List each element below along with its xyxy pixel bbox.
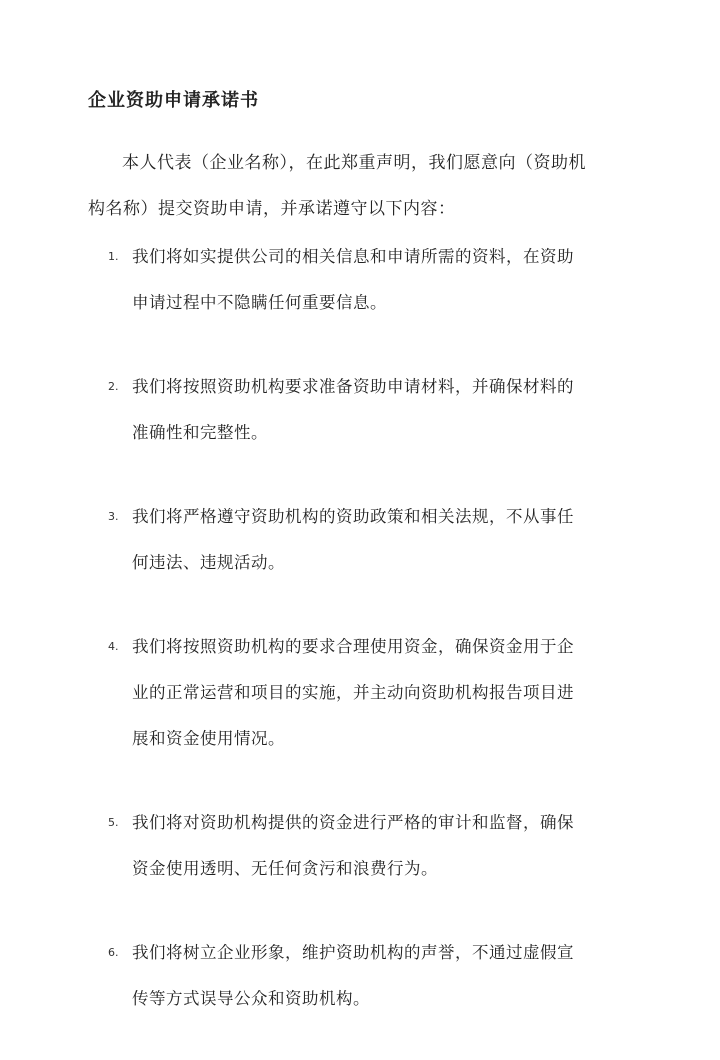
item-line: 我们将按照资助机构的要求合理使用资金，确保资金用于企 (132, 637, 574, 656)
item-line: 何违法、违规活动。 (132, 553, 285, 572)
document-title: 企业资助申请承诺书 (88, 90, 259, 111)
item-line: 传等方式误导公众和资助机构。 (132, 989, 370, 1008)
item-text (132, 494, 630, 586)
item-line: 申请过程中不隐瞒任何重要信息。 (132, 293, 387, 312)
commitment-item (100, 364, 630, 456)
commitment-item (100, 494, 630, 586)
item-line: 我们将严格遵守资助机构的资助政策和相关法规，不从事任 (132, 507, 574, 526)
intro-line: 本人代表（企业名称），在此郑重声明，我们愿意向（资助机 (122, 153, 586, 173)
item-number: 1. (108, 250, 119, 263)
item-text (132, 800, 630, 892)
intro-paragraph (88, 140, 633, 232)
commitment-item (100, 930, 630, 1022)
item-text (132, 364, 630, 456)
item-number: 3. (108, 510, 119, 523)
item-line: 我们将树立企业形象，维护资助机构的声誉，不通过虚假宣 (132, 943, 574, 962)
item-line: 展和资金使用情况。 (132, 729, 285, 748)
item-text (132, 930, 630, 1022)
commitment-list (100, 234, 630, 1060)
item-line: 我们将对资助机构提供的资金进行严格的审计和监督，确保 (132, 813, 574, 832)
item-line: 资金使用透明、无任何贪污和浪费行为。 (132, 859, 438, 878)
item-line: 我们将如实提供公司的相关信息和申请所需的资料，在资助 (132, 247, 574, 266)
item-line: 准确性和完整性。 (132, 423, 268, 442)
item-number: 5. (108, 816, 119, 829)
item-number: 6. (108, 946, 119, 959)
commitment-item (100, 234, 630, 326)
item-line: 业的正常运营和项目的实施，并主动向资助机构报告项目进 (132, 683, 574, 702)
item-text (132, 624, 630, 762)
commitment-item (100, 624, 630, 762)
intro-line: 构名称）提交资助申请，并承诺遵守以下内容： (88, 199, 456, 219)
item-number: 4. (108, 640, 119, 653)
item-line: 我们将按照资助机构要求准备资助申请材料，并确保材料的 (132, 377, 574, 396)
item-text (132, 234, 630, 326)
commitment-item (100, 800, 630, 892)
item-number: 2. (108, 380, 119, 393)
